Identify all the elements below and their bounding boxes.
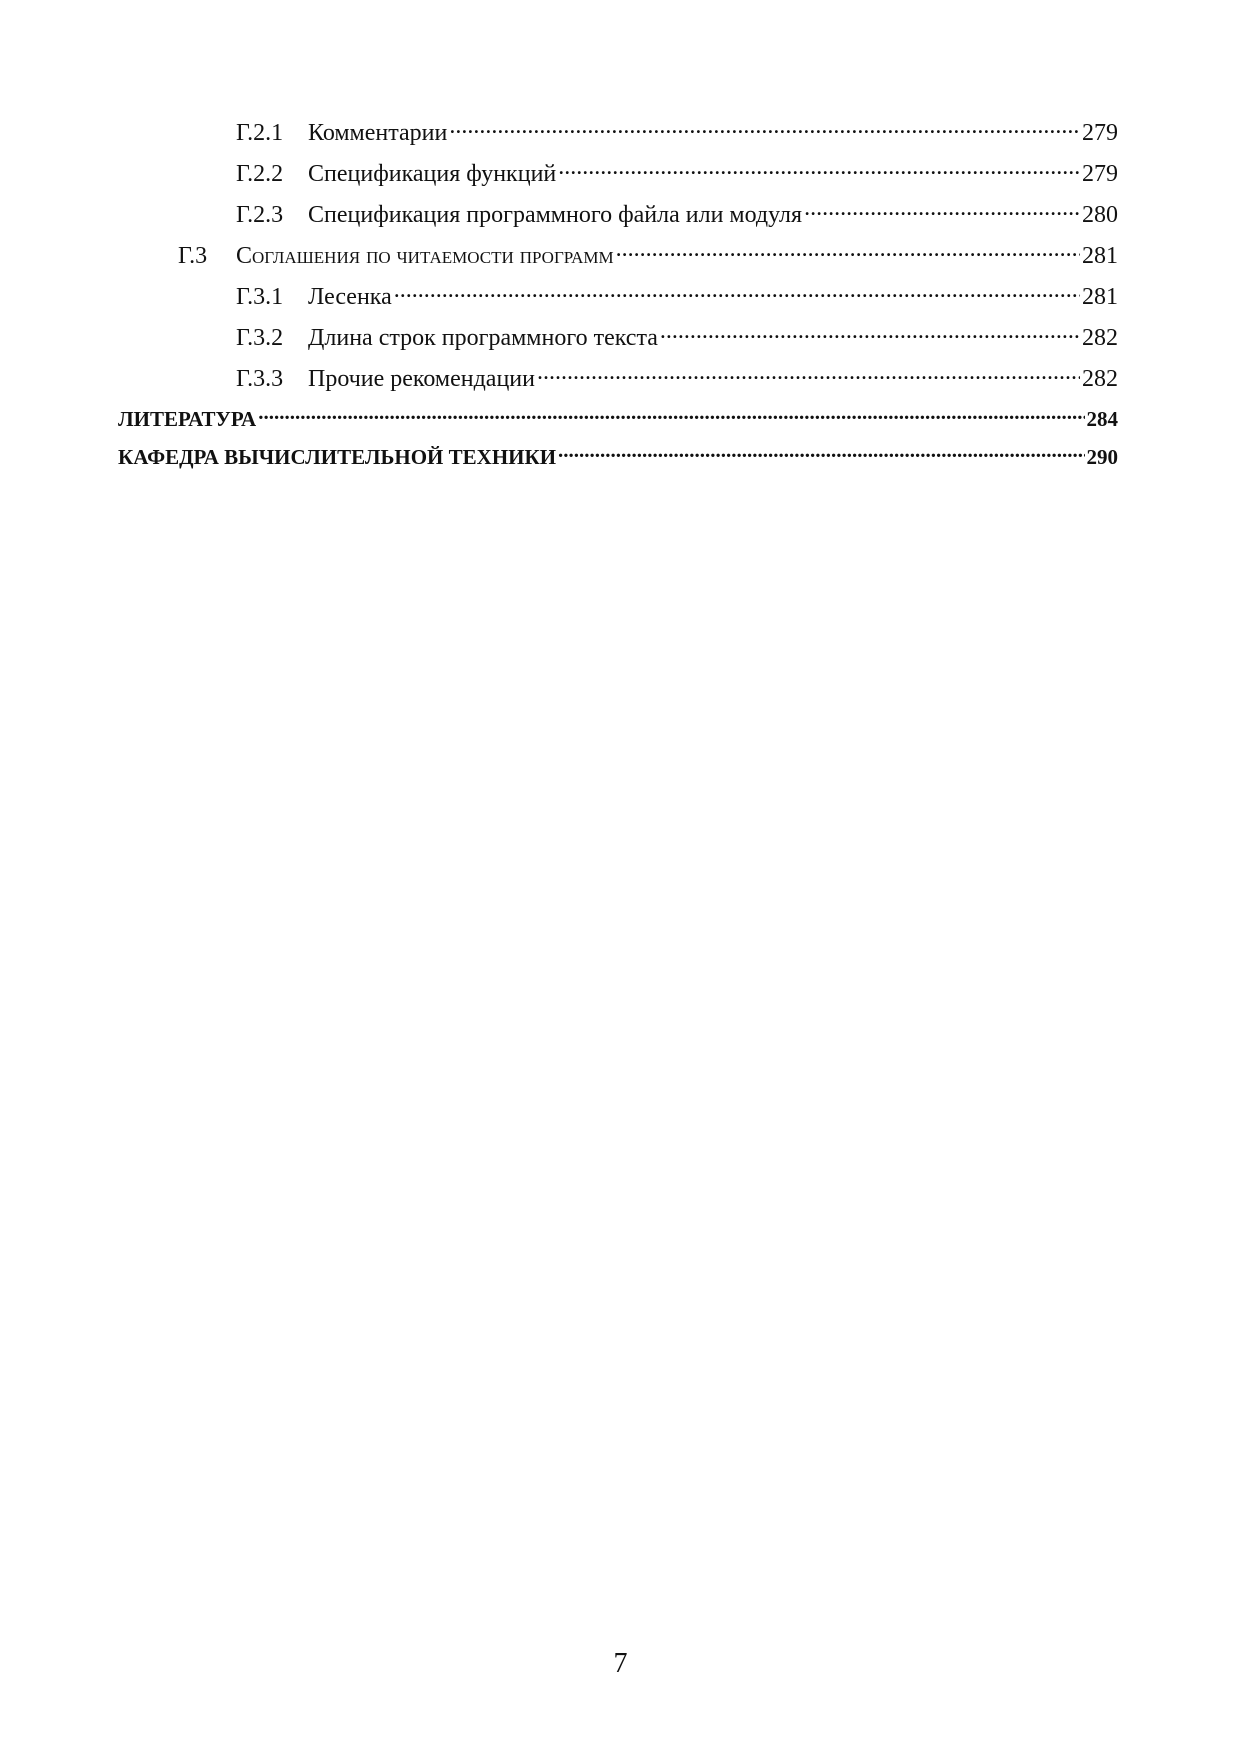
toc-dot-leader: [394, 280, 1080, 304]
toc-entry-g-2-2[interactable]: [118, 154, 1118, 195]
toc-dot-leader: [558, 443, 1084, 464]
toc-entry-title: Лесенка: [308, 284, 392, 310]
toc-entry-g-3[interactable]: [118, 236, 1118, 277]
page-number: 7: [613, 1648, 628, 1679]
toc-entry-g-3-2[interactable]: [118, 318, 1118, 359]
toc-entry-number: Г.2.2: [236, 161, 284, 187]
toc-dot-leader: [449, 116, 1080, 140]
toc-entry-literature[interactable]: [118, 400, 1118, 438]
toc-entry-title: Спецификация функций: [308, 161, 557, 187]
toc-entry-page: 290: [1086, 445, 1118, 469]
toc-entry-title: Комментарии: [308, 120, 448, 146]
toc-entry-title: КАФЕДРА ВЫЧИСЛИТЕЛЬНОЙ ТЕХНИКИ: [118, 445, 557, 469]
toc-entry-g-3-3[interactable]: [118, 359, 1118, 400]
toc-entry-g-3-1[interactable]: [118, 277, 1118, 318]
toc-entry-title: Соглашения по читаемости программ: [236, 243, 614, 269]
toc-dot-leader: [804, 198, 1080, 222]
toc-entry-title: Спецификация программного файла или модуля: [308, 202, 803, 228]
toc-entry-page: 282: [1082, 325, 1118, 351]
toc-dot-leader: [558, 157, 1080, 181]
toc-entry-page: 280: [1082, 202, 1118, 228]
toc-entry-title: Длина строк программного текста: [308, 325, 658, 351]
toc-dot-leader: [616, 239, 1080, 263]
toc-entry-g-2-3[interactable]: [118, 195, 1118, 236]
toc-entry-number: Г.2.3: [236, 202, 284, 228]
toc-dot-leader: [537, 362, 1080, 386]
toc-entry-page: 281: [1082, 243, 1118, 269]
toc-entry-department[interactable]: [118, 438, 1118, 476]
toc-entry-title: Прочие рекомендации: [308, 366, 535, 392]
toc-entry-page: 279: [1082, 120, 1118, 146]
toc-entry-number: Г.2.1: [236, 120, 284, 146]
toc-entry-page: 282: [1082, 366, 1118, 392]
table-of-contents: [118, 113, 1118, 476]
toc-entry-title: ЛИТЕРАТУРА: [118, 407, 257, 431]
toc-entry-number: Г.3.1: [236, 284, 284, 310]
toc-entry-number: Г.3: [178, 243, 208, 269]
toc-entry-page: 279: [1082, 161, 1118, 187]
toc-entry-g-2-1[interactable]: [118, 113, 1118, 154]
toc-entry-page: 284: [1086, 407, 1118, 431]
toc-entry-page: 281: [1082, 284, 1118, 310]
toc-entry-number: Г.3.3: [236, 366, 284, 392]
toc-entry-number: Г.3.2: [236, 325, 284, 351]
toc-dot-leader: [660, 321, 1080, 345]
toc-dot-leader: [258, 405, 1084, 426]
